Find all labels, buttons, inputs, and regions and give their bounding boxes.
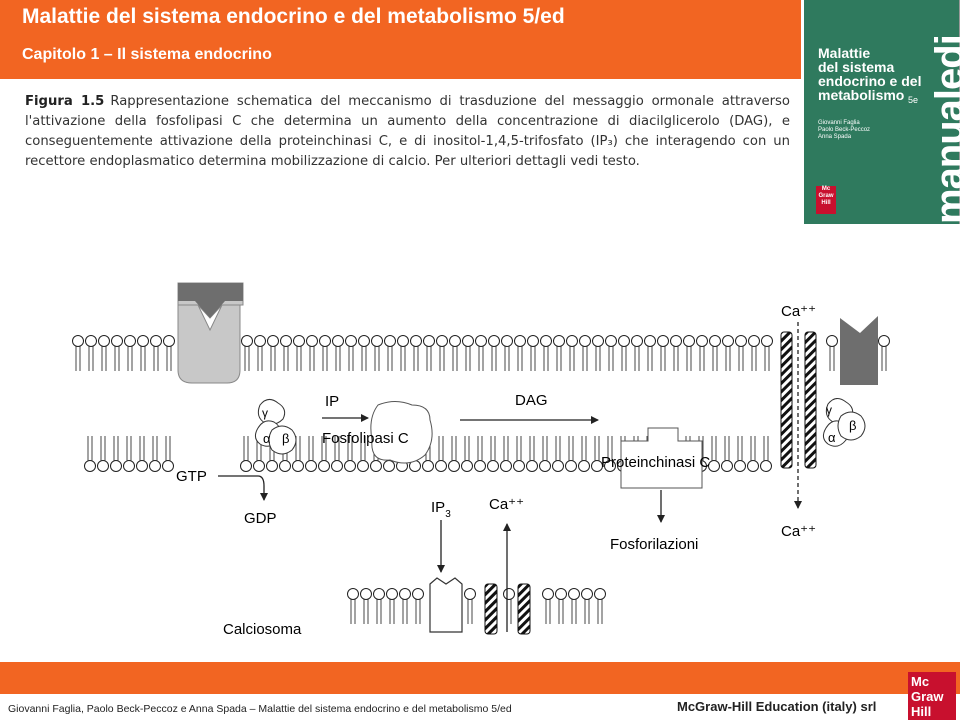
lipid-head [527,461,538,472]
cover-title: Malattie del sistema endocrino e del metabolismo [818,45,922,103]
alpha-label-right: α [828,430,836,445]
lipid-head [710,336,721,347]
lipid-head [423,461,434,472]
calciosoma-label: Calciosoma [223,621,302,638]
lipid-head [722,461,733,472]
lipid-head [554,336,565,347]
lipid-head [504,589,515,600]
gtp-gdp-arrow [218,476,264,500]
ca-channel-right-strand [805,332,816,468]
lipid-head [294,336,305,347]
lipid-head [333,336,344,347]
lipid-head [371,461,382,472]
lipid-head [593,336,604,347]
lipid-head [671,336,682,347]
lipid-head [385,336,396,347]
lipid-head [413,589,424,600]
lipid-head [361,589,372,600]
footer-bar [0,662,960,694]
lipid-head [543,589,554,600]
lipid-head [749,336,760,347]
lipid-head [293,461,304,472]
lipid-head [556,589,567,600]
ca-bottom-label: Ca⁺⁺ [781,523,817,540]
lipid-head [99,336,110,347]
hormone-left [178,283,243,301]
lipid-head [346,336,357,347]
lipid-head [436,461,447,472]
cover-series: manualedi [928,35,972,224]
lipid-head [151,336,162,347]
lipid-head [164,336,175,347]
lipid-head [319,461,330,472]
lipid-head [762,336,773,347]
lipid-head [501,461,512,472]
lipid-head [150,461,161,472]
lipid-head [424,336,435,347]
proteinchinasi-c-label: Proteinchinasi C [601,454,711,471]
lipid-head [462,461,473,472]
page-title: Malattie del sistema endocrino e del metabolismo 5/ed [22,5,565,28]
lipid-head [619,336,630,347]
lipid-head [658,336,669,347]
footer-authors: Giovanni Faglia, Paolo Beck-Peccoz e Anna Spada – Malattie del sistema endocrino e del metabolismo 5/ed [8,703,512,715]
lipid-head [475,461,486,472]
cover-authors: Giovanni Faglia Paolo Beck-Peccoz Anna Spada [818,120,871,140]
lipid-head [450,336,461,347]
lipid-head [124,461,135,472]
lipid-head [684,336,695,347]
lipid-head [348,589,359,600]
lipid-head [125,336,136,347]
lipid-head [255,336,266,347]
fosforilazioni-label: Fosforilazioni [610,536,699,553]
lipid-head [320,336,331,347]
lipid-head [267,461,278,472]
lipid-head [528,336,539,347]
lipid-head [553,461,564,472]
lipid-head [332,461,343,472]
gdp-label: GDP [244,510,277,527]
ca-mid-label: Ca⁺⁺ [489,496,525,513]
lipid-head [606,336,617,347]
beta-label-right: β [849,418,857,433]
lipid-head [307,336,318,347]
lipid-head [761,461,772,472]
lipid-head [387,589,398,600]
gamma-label-right: γ [826,403,832,417]
dag-label: DAG [515,392,548,409]
lipid-head [489,336,500,347]
gamma-label-left: γ [262,406,268,420]
lipid-head [138,336,149,347]
lipid-head [85,461,96,472]
ca-channel-left-strand [781,332,792,468]
lipid-head [582,589,593,600]
lipid-head [449,461,460,472]
lipid-head [345,461,356,472]
lipid-head [827,336,838,347]
lipid-head [645,336,656,347]
lipid-head [73,336,84,347]
calciosome-channel-right [518,584,530,634]
ca-top-label: Ca⁺⁺ [781,303,817,320]
lipid-head [569,589,580,600]
lipid-head [567,336,578,347]
lipid-head [163,461,174,472]
lipid-head [86,336,97,347]
receptor-right [840,316,878,385]
calciosome-channel-left [485,584,497,634]
lipid-head [384,461,395,472]
lipid-head [241,461,252,472]
lipid-head [502,336,513,347]
gtp-label: GTP [176,468,207,485]
lipid-head [374,589,385,600]
ip3-label: $IP_3$ [431,499,451,520]
cover-edition: 5e [908,95,919,105]
lipid-head [632,336,643,347]
chapter-subtitle: Capitolo 1 – Il sistema endocrino [22,46,272,63]
lipid-head [400,589,411,600]
lipid-head [465,589,476,600]
lipid-head [595,589,606,600]
footer-publisher: McGraw-Hill Education (italy) srl [677,699,877,714]
lipid-head [359,336,370,347]
lipid-head [748,461,759,472]
lipid-head [580,336,591,347]
lipid-head [697,336,708,347]
lipid-head [98,461,109,472]
lipid-head [879,336,890,347]
fosfolipasi-c-label: Fosfolipasi C [322,430,409,447]
lipid-head [137,461,148,472]
lipid-head [358,461,369,472]
ip3-receptor [430,578,462,632]
lipid-head [254,461,265,472]
lipid-head [372,336,383,347]
lipid-head [736,336,747,347]
lipid-head [515,336,526,347]
cover-publisher-logo: Mc Graw Hill [816,186,836,214]
lipid-head [280,461,291,472]
figure-label: Figura 1.5 [25,94,105,109]
lipid-head [111,461,122,472]
lipid-head [437,336,448,347]
figure-caption-text: Rappresentazione schematica del meccanismo di trasduzione del messaggio ormonale attraverso l'attivazione della fosfolipasi C che determina un aumento della concentrazione di diacilglicerolo (DAG), e conseguentemente attivazione della proteinchinasi C, e di inositol-1,4,5-trifosfato (IP₃) che interagendo con un recettore endoplasmatico determina mobilizzazione di calcio. Per ulteriori dettagli vedi testo. [25,94,790,169]
alpha-label-left: α [263,431,271,446]
lipid-head [306,461,317,472]
mcgraw-hill-logo: Mc Graw Hill [908,672,956,720]
calciosome-membrane-heads [348,589,606,625]
lipid-head [268,336,279,347]
lipid-head [281,336,292,347]
lipid-head [476,336,487,347]
lipid-head [723,336,734,347]
lipid-head [488,461,499,472]
lipid-head [112,336,123,347]
lipid-head [398,336,409,347]
lipid-head [735,461,746,472]
lipid-head [540,461,551,472]
ip-label: IP [325,393,340,410]
lipid-head [463,336,474,347]
lipid-head [566,461,577,472]
beta-label-left: β [282,431,290,446]
lipid-head [514,461,525,472]
lipid-head [411,336,422,347]
lipid-head [579,461,590,472]
lipid-head [541,336,552,347]
lipid-head [242,336,253,347]
